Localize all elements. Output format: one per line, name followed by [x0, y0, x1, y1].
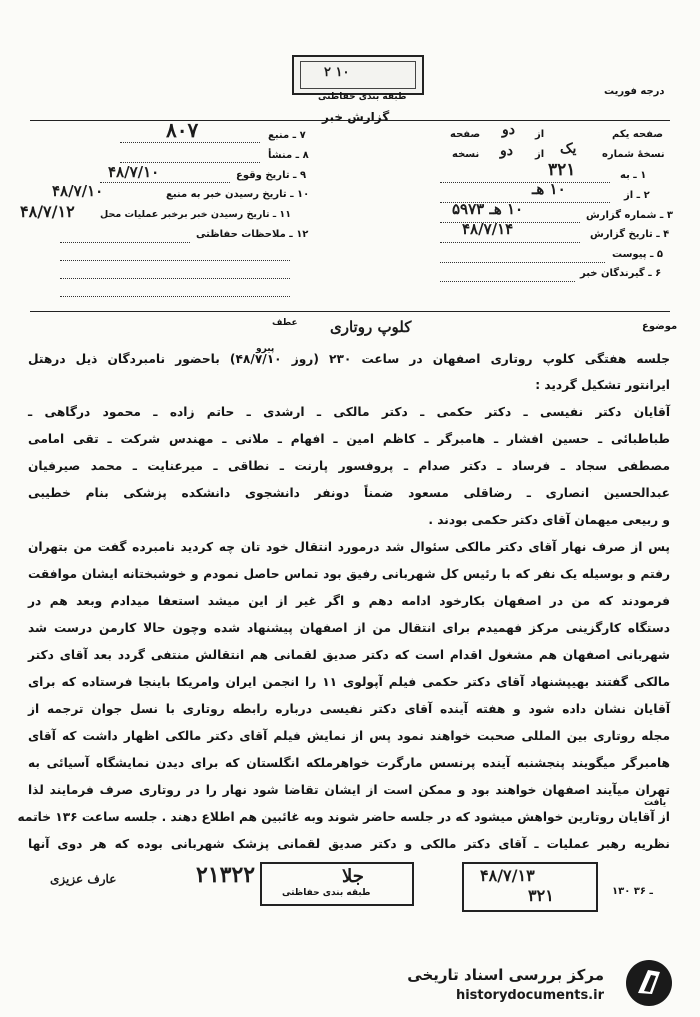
- body-line: ایرانتور تشکیل گردید :: [535, 378, 670, 392]
- body-line: آقایان دکتر نفیسی ـ دکتر حکمی ـ دکتر مالکی ـ ارشدی ـ حاتم زاده ـ محمود درگاهی ـ: [28, 405, 670, 419]
- body-line: مصطفی سجاد ـ فرساد ـ دکتر صدام ـ پروفسور پارنت ـ نطاقی ـ میرعنایت ـ محمد صیرفیان: [28, 459, 670, 473]
- field-label-ops-date: ۱۱ ـ تاریخ رسیدن خبر برخبر عملیات محل: [100, 209, 291, 220]
- subject-label: موضوع: [642, 321, 678, 332]
- body-line: تهران میآیند اصفهان خواهند بود و ممکن است از ایشان تقاضا شود نهار را در روتاری صرف فرمایند لذا: [28, 783, 670, 797]
- field-label-report-number: ۳ ـ شماره گزارش: [586, 210, 673, 221]
- field-value-received-date: ۴۸/۷/۱۰: [52, 182, 104, 200]
- copy-label: نسخهٔ شماره: [602, 149, 665, 160]
- field-label-report-date: ۴ ـ تاریخ گزارش: [590, 229, 670, 240]
- archive-logo-icon: [624, 958, 674, 1008]
- field-label-received-date: ۱۰ ـ تاریخ رسیدن خبر به منبع: [166, 189, 310, 200]
- body-line: نظریه رهبر عملیات ـ آقای دکتر مالکی و دکتر صدیق لقمانی پزشک شهربانی بوده که هر دوی آنها: [28, 837, 670, 851]
- classification-stamp: ۲ ۱۰: [292, 55, 424, 95]
- page-unit: صفحه: [450, 129, 481, 140]
- body-line: هامبرگر میگویند پنجشنبه آینده پرنسس مارگرت خواهرملکه انگلستان که برای دیدن نمایشگاه آسیائی به: [28, 756, 670, 770]
- copy-total: دو: [500, 143, 513, 159]
- field-value-occurrence-date: ۴۸/۷/۱۰: [108, 163, 160, 181]
- body-line: از آقایان روتارین خواهش میشود که در جلسه حاضر شوند وبه غائبین هم اطلاع دهند . جلسه ساعت ۱۳۶ خاتمه: [17, 810, 670, 824]
- body-line: آقایان نشان داده شود و هفته آینده آقای دکتر نفیسی درباره رابطه روتاری با نسل جوان ترجمه از: [28, 702, 670, 716]
- field-label-origin: ۸ ـ منشأ: [268, 150, 309, 161]
- page-label: صفحه یکم: [612, 129, 664, 140]
- subject-aside-top: عطف: [272, 318, 298, 328]
- field-label-to: ۱ ـ به: [620, 170, 647, 181]
- body-line: طباطبائی ـ حسین افشار ـ هامبرگر ـ کاظم امین ـ افهام ـ ملانی ـ مهندس شرکت ـ تقی امامی: [28, 432, 670, 446]
- field-value-from: ۱۰ هـ: [532, 180, 566, 198]
- body-line: مجله روتاری بین المللی صحبت خواهند نمود پس از نمایش فیلم آقای دکتر مالکی اظهار داشت که آقای: [28, 729, 670, 743]
- footer-date-stamp: [462, 862, 598, 912]
- field-value-source: ۸۰۷: [166, 118, 199, 142]
- footer-ref-code: ۱۳۰ ـ ۳۶: [612, 886, 653, 897]
- subject-aside-bottom: پیرو: [256, 344, 275, 354]
- body-line: مالکی گفتند بهیپشنهاد آقای دکتر حکمی فیلم آپولوی ۱۱ را انجمن ایران وامریکا باینجا فرستاده که برای: [28, 675, 670, 689]
- urgency-label: درجه فوریت: [604, 86, 665, 97]
- footer-stamp-number2: ۳۲۱: [528, 886, 554, 905]
- watermark-url: historydocuments.ir: [455, 988, 604, 1003]
- body-line: شهربانی اصفهان هم مشغول اقدام است که دکتر صدیق لقمانی هم انتقالش منتفی گردد بعد آقای دکتر: [28, 648, 670, 662]
- field-label-security-notes: ۱۲ ـ ملاحظات حفاظتی: [196, 229, 309, 240]
- field-label-recipients: ۶ ـ گیرندگان خبر: [580, 268, 662, 279]
- field-value-ops-date: ۴۸/۷/۱۲: [20, 202, 75, 221]
- body-line: عبدالحسین انصاری ـ رضاقلی مسعود ضمناً دونفر دانشجوی دانشکده پزشکی بنام خطیبی: [28, 486, 670, 500]
- footer-classification-stamp: طبقه بندی حفاظتی جلا: [260, 862, 414, 906]
- field-label-source: ۷ ـ منبع: [268, 130, 306, 141]
- subject-value: کلوپ روتاری: [330, 318, 412, 336]
- field-value-report-number: ۱۰ هـ ۵۹۷۳: [452, 200, 524, 218]
- body-line: پس از صرف نهار آقای دکتر مالکی سئوال شد درمورد انتقال خود تان چه کردید نامبرده گفت من بتهران: [28, 540, 670, 554]
- footer-stamp-label: طبقه بندی حفاظتی: [282, 888, 371, 898]
- watermark-title: مرکز بررسی اسناد تاریخی: [407, 966, 604, 984]
- body-line: دستگاه کارگزینی مرکز فهمیدم برای انتقال من از اصفهان پیشنهاد شده وچون حالا کارمن درست شد: [28, 621, 670, 635]
- field-value-to: ۳۲۱: [548, 160, 576, 180]
- footer-stamp-number: ۲۱۳۲۲: [196, 862, 256, 888]
- copy-from: از: [535, 149, 545, 160]
- page-total: دو: [502, 122, 515, 138]
- field-value-report-date: ۴۸/۷/۱۴: [462, 220, 514, 238]
- classification-label: طبقه بندی حفاظتی: [318, 92, 407, 102]
- body-line: فرمودند که من در اصفهان بکارخود ادامه دهم و اگر غیر از این میشد استعفا میدادم وبعد هم در: [28, 594, 670, 608]
- footer-signature: عارف عزیزی: [50, 872, 117, 886]
- page-from: از: [535, 129, 545, 140]
- copy-unit: نسخه: [452, 149, 480, 160]
- field-label-occurrence-date: ۹ ـ تاریخ وقوع: [236, 170, 307, 181]
- footer-stamp-date: ۴۸/۷/۱۳: [480, 866, 535, 885]
- field-label-attachment: ۵ ـ پیوست: [612, 249, 664, 260]
- page-title: گزارش خبر: [322, 110, 390, 124]
- field-label-from: ۲ ـ از: [624, 190, 650, 201]
- body-line: رفتم و بوسیله یک نفر که با رئیس کل شهربانی رفیق بود تماس حاصل نمودم و خوشبختانه ایشان موافقت: [28, 567, 670, 581]
- body-line: جلسه هفتگی کلوپ روتاری اصفهان در ساعت ۲۳۰ (روز ۴۸/۷/۱۰) باحضور نامبردگان ذیل درهتل: [28, 352, 670, 366]
- copy-value: یک: [560, 141, 577, 157]
- margin-note: یافت: [644, 798, 667, 808]
- body-line: و ربیعی میهمان آقای دکتر حکمی بودند .: [428, 513, 670, 527]
